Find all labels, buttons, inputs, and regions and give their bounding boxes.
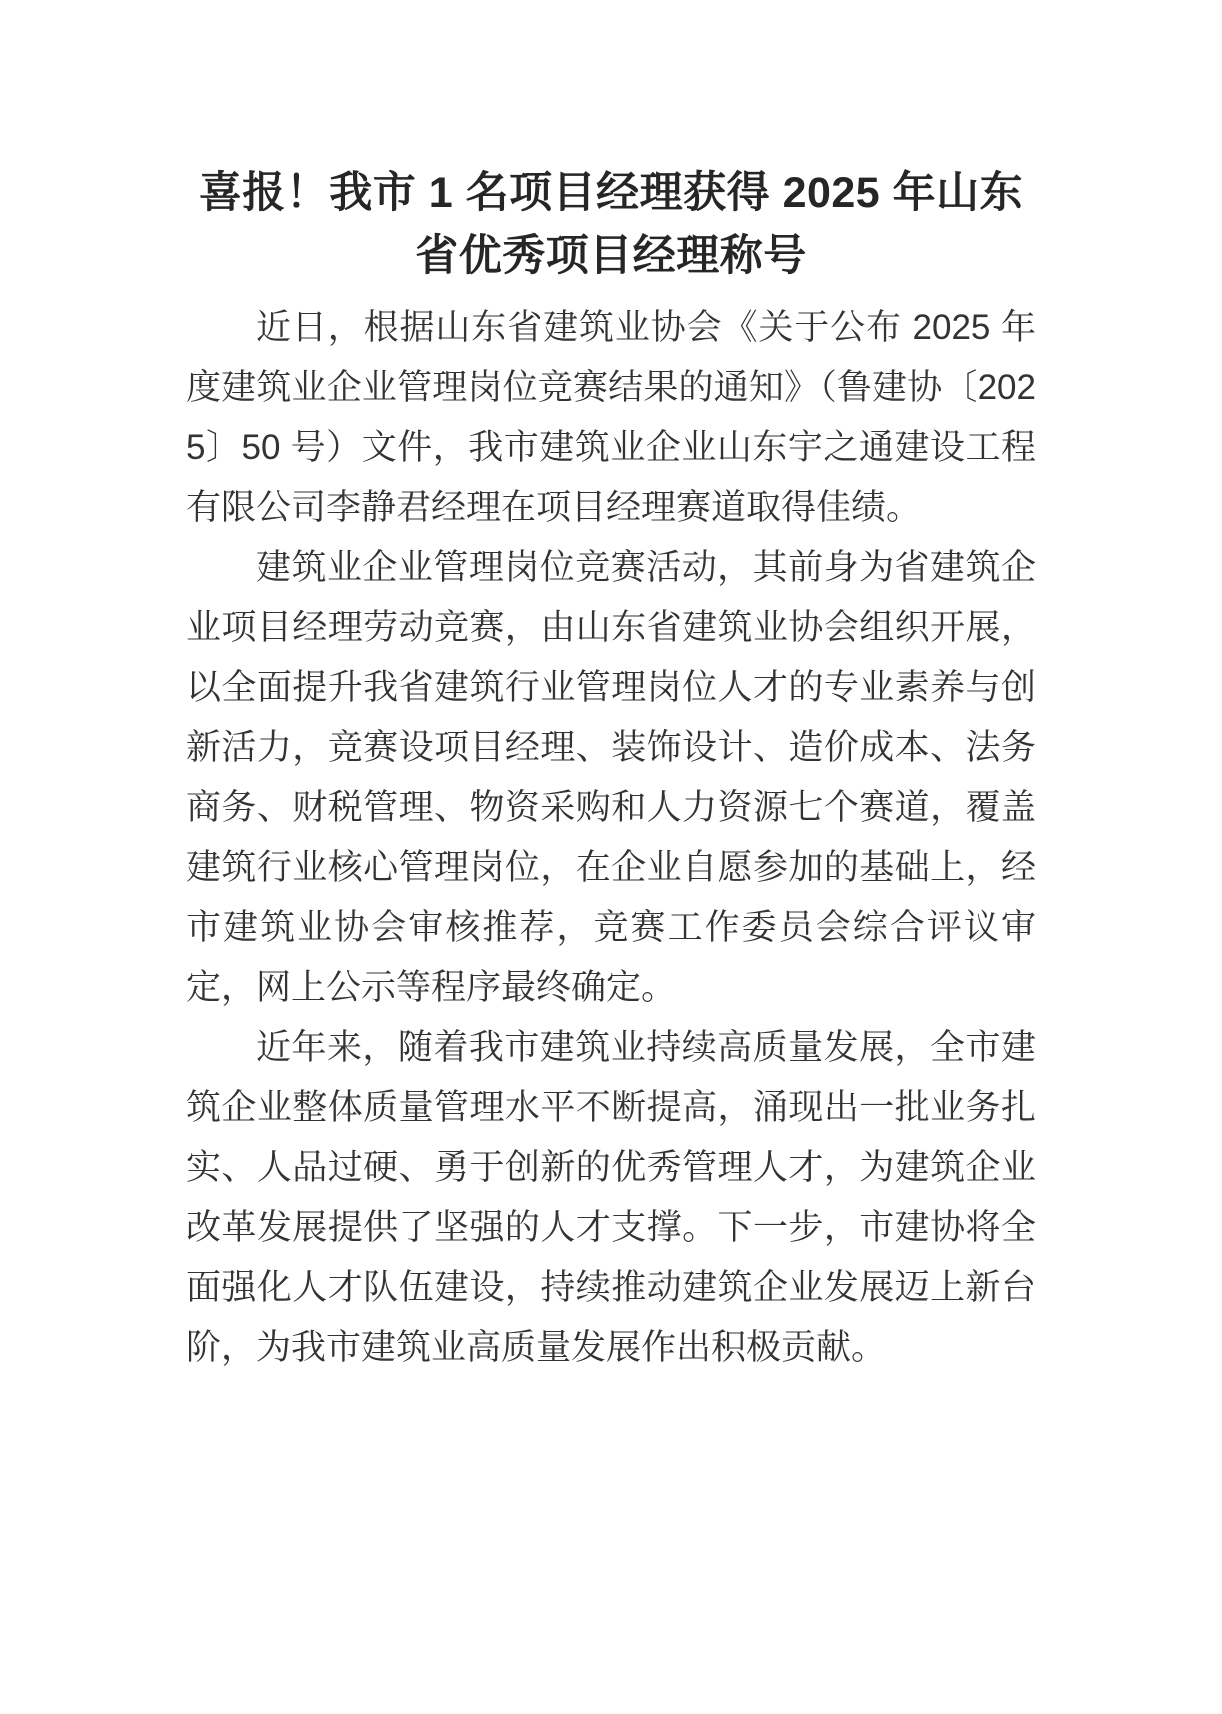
document-body xyxy=(186,298,1036,1378)
paragraph-outlook: 近年来，随着我市建筑业持续高质量发展，全市建筑企业整体质量管理水平不断提高，涌现出一批业务扎实、人品过硬、勇于创新的优秀管理人才，为建筑企业改革发展提供了坚强的人才支撑。下一步，市建协将全面强化人才队伍建设，持续推动建筑企业发展迈上新台阶，为我市建筑业高质量发展作出积极贡献。 xyxy=(186,1028,1036,1367)
page-title: 喜报！我市 1 名项目经理获得 2025 年山东省优秀项目经理称号 xyxy=(198,169,1024,280)
paragraph-competition-background: 建筑业企业管理岗位竞赛活动，其前身为省建筑企业项目经理劳动竞赛，由山东省建筑业协会组织开展，以全面提升我省建筑行业管理岗位人才的专业素养与创新活力，竞赛设项目经理、装饰设计、造价成本、法务商务、财税管理、物资采购和人力资源七个赛道，覆盖建筑行业核心管理岗位，在企业自愿参加的基础上，经市建筑业协会审核推荐，竞赛工作委员会综合评议审定，网上公示等程序最终确定。 xyxy=(186,548,1036,1007)
paragraph-announcement: 近日，根据山东省建筑业协会《关于公布 2025 年度建筑业企业管理岗位竞赛结果的通知》（鲁建协〔2025〕50 号）文件，我市建筑业企业山东宇之通建设工程有限公司李静君经理在项目经理赛道取得佳绩。 xyxy=(186,308,1036,527)
